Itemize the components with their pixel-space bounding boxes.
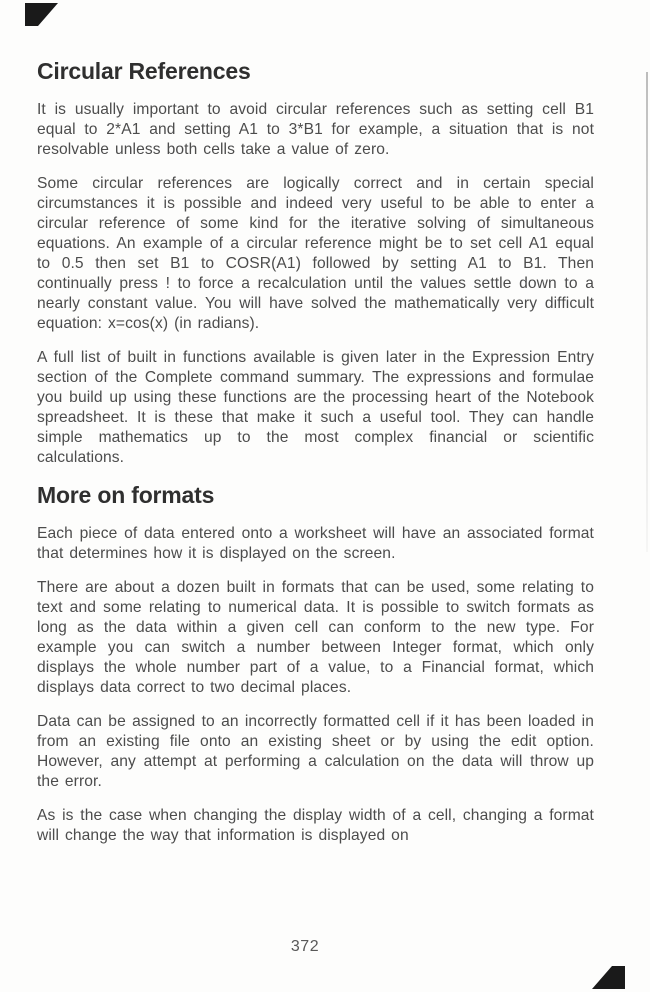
- section-heading-circular-references: Circular References: [37, 58, 251, 84]
- scan-edge-artifact: [646, 72, 648, 552]
- body-paragraph: There are about a dozen built in formats that can be used, some relating to text and some relating to numerical data. It is possible to switch formats as long as the data within a given cell can conform to the new type. For example you can switch a number between Integer format, which only displays the whole number part of a value, to a Financial format, which displays data correct to two decimal places.: [37, 579, 594, 696]
- body-paragraph: As is the case when changing the display width of a cell, changing a format will change the way that information is displayed on: [37, 807, 594, 844]
- scan-corner-mark-bottom-right: [580, 958, 650, 992]
- body-paragraph: Data can be assigned to an incorrectly formatted cell if it has been loaded in from an existing file onto an existing sheet or by using the edit option. However, any attempt at performing a calculation on the data will throw up the error.: [37, 713, 594, 790]
- body-paragraph: It is usually important to avoid circular references such as setting cell B1 equal to 2*A1 and setting A1 to 3*B1 for example, a situation that is not resolvable unless both cells take a value of zero.: [37, 101, 594, 158]
- page-number: 372: [290, 938, 320, 955]
- section-heading-more-on-formats: More on formats: [37, 482, 215, 508]
- body-paragraph: Some circular references are logically correct and in certain special circumstances it is possible and indeed very useful to be able to enter a circular reference of some kind for the iterative solving of simultaneous equations. An example of a circular reference might be to set cell A1 equal to 0.5 then set B1 to COSR(A1) followed by setting A1 to B1. Then continually press ! to force a recalculation until the values settle down to a nearly constant value. You will have solved the mathematically very difficult equation: x=cos(x) (in radians).: [37, 175, 594, 332]
- scan-corner-mark-top-left: [0, 0, 70, 34]
- page-content: [37, 58, 594, 860]
- body-paragraph: A full list of built in functions available is given later in the Expression Entry section of the Complete command summary. The expressions and formulae you build up using these functions are the processing heart of the Notebook spreadsheet. It is these that make it such a useful tool. They can handle simple mathematics up to the most complex financial or scientific calculations.: [37, 349, 594, 466]
- body-paragraph: Each piece of data entered onto a worksheet will have an associated format that determines how it is displayed on the screen.: [37, 525, 594, 562]
